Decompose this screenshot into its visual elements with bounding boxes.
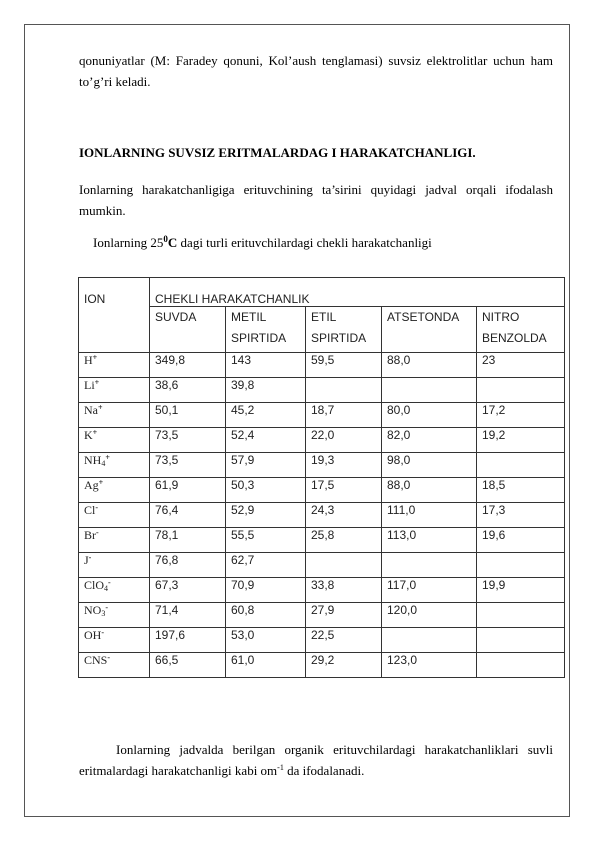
value-cell — [477, 453, 565, 478]
ion-symbol: NH — [84, 453, 102, 467]
ion-cell — [79, 578, 150, 603]
ion-cell — [79, 478, 150, 503]
value-cell: 29,2 — [306, 653, 382, 678]
ion-charge: - — [88, 553, 92, 562]
ion-charge: - — [107, 653, 111, 662]
table-row — [79, 403, 565, 428]
value-cell: 39,8 — [226, 378, 306, 403]
value-cell: 113,0 — [382, 528, 477, 553]
ion-charge: + — [92, 428, 98, 437]
ion-cell — [79, 653, 150, 678]
ion-charge: - — [108, 578, 111, 587]
closing-text-start: Ionlarning jadvalda berilgan organik erituvchilardagi harakatchanliklari suvli eritmalardagi harakatchanligi kabi om — [79, 742, 553, 778]
column-header: NITRO BENZOLDA — [477, 307, 565, 353]
ion-cell — [79, 453, 150, 478]
table-row — [79, 553, 565, 578]
value-cell: 19,3 — [306, 453, 382, 478]
value-cell: 143 — [226, 353, 306, 378]
value-cell: 70,9 — [226, 578, 306, 603]
caption-degree: 0 — [163, 234, 168, 244]
ion-symbol: J — [84, 553, 89, 567]
value-cell: 55,5 — [226, 528, 306, 553]
value-cell: 25,8 — [306, 528, 382, 553]
value-cell: 18,5 — [477, 478, 565, 503]
table-row — [79, 378, 565, 403]
ion-symbol: OH — [84, 628, 102, 642]
column-header: SUVDA — [150, 307, 226, 353]
column-header: ETIL SPIRTIDA — [306, 307, 382, 353]
value-cell: 82,0 — [382, 428, 477, 453]
value-cell: 17,3 — [477, 503, 565, 528]
value-cell: 24,3 — [306, 503, 382, 528]
value-cell: 22,5 — [306, 628, 382, 653]
caption-unit: C — [167, 235, 178, 250]
value-cell: 50,1 — [150, 403, 226, 428]
table-row — [79, 603, 565, 628]
group-header: CHEKLI HARAKATCHANLIK — [150, 278, 565, 307]
table-header-row — [79, 278, 565, 307]
ion-cell — [79, 378, 150, 403]
ion-symbol: CNS — [84, 653, 108, 667]
value-cell: 50,3 — [226, 478, 306, 503]
value-cell: 73,5 — [150, 428, 226, 453]
column-header: ATSETONDA — [382, 307, 477, 353]
value-cell: 38,6 — [150, 378, 226, 403]
ion-charge: - — [96, 528, 99, 537]
value-cell: 66,5 — [150, 653, 226, 678]
value-cell: 111,0 — [382, 503, 477, 528]
value-cell: 33,8 — [306, 578, 382, 603]
value-cell — [477, 378, 565, 403]
ion-subscript: 3 — [101, 609, 106, 618]
value-cell: 117,0 — [382, 578, 477, 603]
ion-cell — [79, 628, 150, 653]
ion-symbol: Cl — [84, 503, 96, 517]
section-heading: IONLARNING SUVSIZ ERITMALARDAG I HARAKATCHANLIGI. — [79, 145, 476, 160]
value-cell: 71,4 — [150, 603, 226, 628]
value-cell: 19,2 — [477, 428, 565, 453]
value-cell — [477, 653, 565, 678]
ion-symbol: Br — [84, 528, 96, 542]
value-cell: 61,0 — [226, 653, 306, 678]
ion-cell — [79, 603, 150, 628]
table-row — [79, 653, 565, 678]
closing-unit-exponent: -1 — [277, 763, 284, 772]
ion-symbol: Li — [84, 378, 95, 392]
value-cell — [306, 378, 382, 403]
value-cell: 120,0 — [382, 603, 477, 628]
value-cell: 98,0 — [382, 453, 477, 478]
ion-charge: + — [98, 478, 104, 487]
value-cell: 80,0 — [382, 403, 477, 428]
value-cell: 45,2 — [226, 403, 306, 428]
ion-symbol: K — [84, 428, 93, 442]
value-cell: 88,0 — [382, 478, 477, 503]
value-cell: 61,9 — [150, 478, 226, 503]
value-cell — [477, 628, 565, 653]
value-cell: 19,6 — [477, 528, 565, 553]
value-cell: 67,3 — [150, 578, 226, 603]
table-row — [79, 578, 565, 603]
value-cell: 23 — [477, 353, 565, 378]
value-cell: 78,1 — [150, 528, 226, 553]
ion-symbol: Ag — [84, 478, 99, 492]
table-row — [79, 628, 565, 653]
value-cell — [382, 553, 477, 578]
ion-symbol: Na — [84, 403, 98, 417]
value-cell: 349,8 — [150, 353, 226, 378]
ion-symbol: NO — [84, 603, 102, 617]
value-cell: 123,0 — [382, 653, 477, 678]
table-caption — [93, 232, 432, 253]
ion-cell — [79, 353, 150, 378]
value-cell: 17,2 — [477, 403, 565, 428]
value-cell: 88,0 — [382, 353, 477, 378]
table-subheader-row — [79, 307, 565, 353]
ion-charge: - — [95, 503, 99, 512]
value-cell: 60,8 — [226, 603, 306, 628]
ion-cell — [79, 403, 150, 428]
ion-symbol: ClO — [84, 578, 105, 592]
value-cell — [382, 378, 477, 403]
caption-text-start: Ionlarning 25 — [93, 235, 164, 250]
ion-charge: - — [105, 603, 109, 612]
caption-text-end: dagi turli erituvchilardagi chekli harakatchanligi — [177, 235, 432, 250]
table-row — [79, 478, 565, 503]
ion-subscript: 4 — [104, 584, 109, 593]
value-cell: 62,7 — [226, 553, 306, 578]
ion-symbol: H — [84, 353, 93, 367]
ion-cell — [79, 553, 150, 578]
table-row — [79, 353, 565, 378]
ion-charge: + — [98, 403, 103, 412]
ion-cell — [79, 528, 150, 553]
value-cell: 19,9 — [477, 578, 565, 603]
value-cell: 57,9 — [226, 453, 306, 478]
closing-paragraph — [79, 739, 553, 781]
column-header: METIL SPIRTIDA — [226, 307, 306, 353]
body-paragraph: Ionlarning harakatchanligiga erituvchining ta’sirini quyidagi jadval orqali ifodalash mumkin. — [79, 182, 553, 218]
closing-text-end: da ifodalanadi. — [283, 763, 365, 778]
value-cell: 53,0 — [226, 628, 306, 653]
table-row — [79, 428, 565, 453]
ion-subscript: 4 — [101, 459, 106, 468]
ion-cell — [79, 503, 150, 528]
value-cell — [382, 628, 477, 653]
value-cell: 76,8 — [150, 553, 226, 578]
value-cell: 73,5 — [150, 453, 226, 478]
ion-column-header: ION — [79, 278, 150, 353]
value-cell: 18,7 — [306, 403, 382, 428]
value-cell: 52,4 — [226, 428, 306, 453]
ion-charge: + — [92, 353, 98, 362]
value-cell: 76,4 — [150, 503, 226, 528]
ion-charge: - — [101, 628, 105, 637]
value-cell: 52,9 — [226, 503, 306, 528]
value-cell: 27,9 — [306, 603, 382, 628]
value-cell: 22,0 — [306, 428, 382, 453]
value-cell: 59,5 — [306, 353, 382, 378]
ion-charge: + — [94, 378, 100, 387]
value-cell — [477, 553, 565, 578]
value-cell: 17,5 — [306, 478, 382, 503]
table-row — [79, 528, 565, 553]
value-cell — [306, 553, 382, 578]
value-cell: 197,6 — [150, 628, 226, 653]
intro-paragraph: qonuniyatlar (M: Faradey qonuni, Kol’aush tenglamasi) suvsiz elektrolitlar uchun ham to’g’ri keladi. — [79, 53, 553, 89]
table-row — [79, 453, 565, 478]
value-cell — [477, 603, 565, 628]
ion-charge: + — [105, 453, 110, 462]
ion-cell — [79, 428, 150, 453]
table-row — [79, 503, 565, 528]
mobility-table — [78, 277, 565, 678]
